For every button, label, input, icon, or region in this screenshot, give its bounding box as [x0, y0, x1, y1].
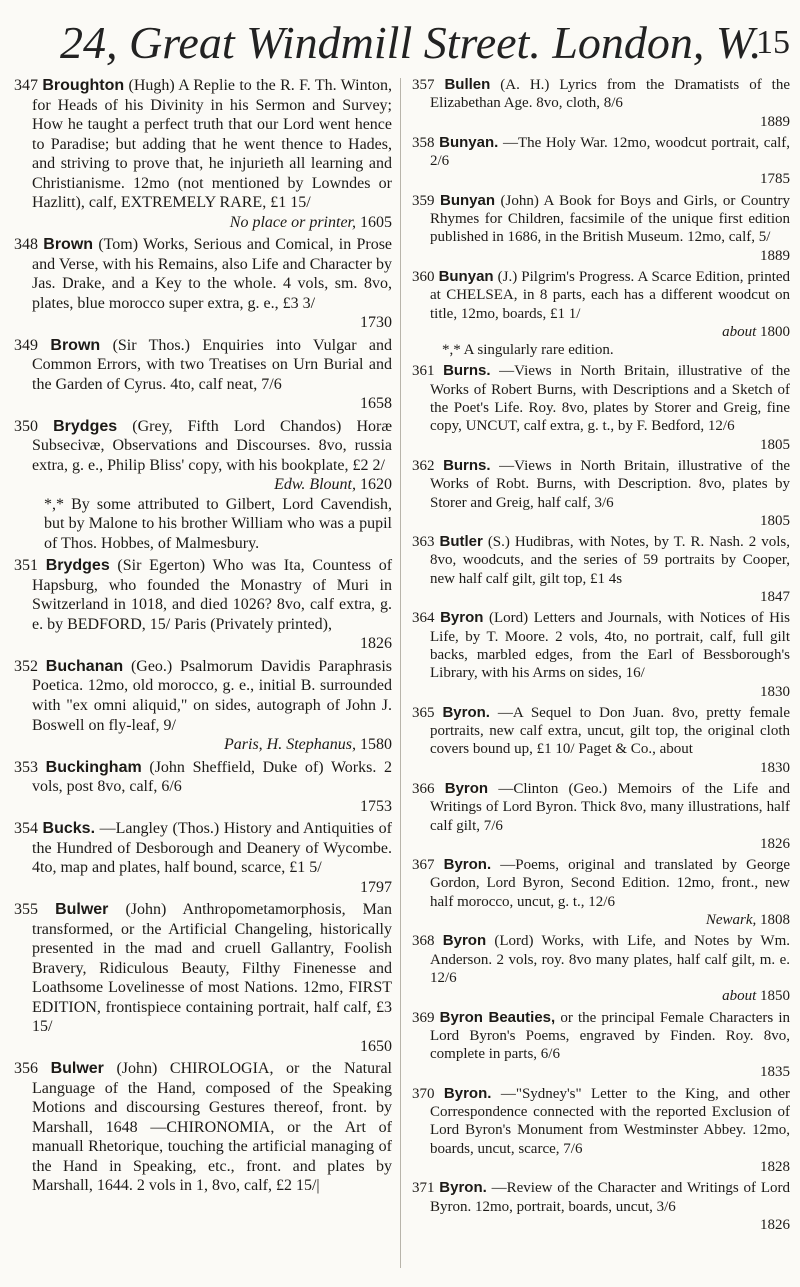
entry-heading: Bunyan — [440, 191, 496, 209]
entry-number: 359 — [412, 192, 435, 209]
entry-year: 1808 — [760, 912, 790, 929]
catalogue-entry — [412, 268, 790, 359]
entry-heading: Buckingham — [45, 758, 142, 776]
catalogue-entry — [412, 856, 790, 929]
entry-publisher: No place or printer, — [229, 213, 356, 231]
catalogue-entry — [14, 336, 392, 414]
entry-number: 370 — [412, 1085, 435, 1102]
entry-description: —A Sequel to Don Juan. 8vo, pretty female portraits, new calf extra, uncut, gilt top, the original cloth covers bound up, £1 10/ Paget & Co., about — [430, 704, 791, 758]
entry-year: 1826 — [360, 635, 392, 653]
entry-number: 352 — [14, 657, 38, 675]
entry-heading: Byron. — [443, 1084, 492, 1102]
entry-imprint — [32, 1037, 392, 1057]
entry-description: —Review of the Character and Writings of Lord Byron. 12mo, portrait, boards, uncut, 3/6 — [430, 1180, 791, 1215]
entry-imprint — [430, 588, 790, 606]
entry-publisher: Newark, — [705, 912, 757, 929]
catalogue-entry — [412, 932, 790, 1005]
entry-year: 1830 — [760, 759, 790, 776]
entry-description: (Sir Thos.) Enquiries into Vulgar and Common Errors, with two Treatises on Urn Burial and the Garden of Cyrus. 4to, calf neat, 7/6 — [32, 336, 393, 393]
entry-note: *,* By some attributed to Gilbert, Lord Cavendish, but by Malone to his brother William who was a pupil of Thos. Hobbes, of Malmesbury. — [44, 495, 392, 552]
entry-number: 365 — [412, 704, 435, 721]
entry-imprint — [430, 1158, 790, 1176]
entry-imprint — [430, 113, 790, 131]
entry-year: 1753 — [360, 797, 392, 815]
entry-description: (Hugh) A Replie to the R. F. Th. Winton, for Heads of his Divinity in his Sermon and Survey; How he taught a perfect truth that our Lord went hence to Paradise; but adding that he went thence to Hades, and striving to prove that, he injurieth all learning and Christianisme. 12mo (not mentioned by Lowndes or Hazlitt), calf, EXTREMELY RARE, £1 15/ — [32, 77, 393, 212]
entry-year: 1847 — [760, 589, 790, 606]
entry-number: 353 — [14, 758, 38, 776]
entry-year: 1850 — [760, 988, 790, 1005]
catalogue-entry — [412, 1085, 790, 1176]
entry-year: 1835 — [760, 1064, 790, 1081]
entry-year: 1620 — [360, 476, 392, 494]
entry-heading: Byron. — [443, 856, 492, 874]
entry-imprint — [430, 323, 790, 341]
entry-year: 1830 — [760, 683, 790, 700]
entry-description: —Langley (Thos.) History and Antiquities of the Hundred of Desborough and Deanery of Wycombe. 4to, map and plates, half bound, scarce, £1 5/ — [32, 820, 393, 877]
entry-imprint — [32, 313, 392, 333]
entry-number: 357 — [412, 77, 435, 93]
catalogue-entry — [412, 704, 790, 777]
entry-imprint — [430, 512, 790, 530]
entry-number: 371 — [412, 1180, 435, 1197]
entry-imprint — [32, 797, 392, 817]
entry-number: 349 — [14, 336, 38, 354]
entry-heading: Brown — [43, 236, 94, 254]
catalogue-entry — [14, 556, 392, 654]
entry-year: 1650 — [360, 1037, 392, 1055]
entry-year: 1826 — [760, 835, 790, 852]
running-head-title: 24, Great Windmill Street. London, W. — [60, 17, 762, 68]
entry-heading: Byron Beauties, — [439, 1008, 556, 1026]
entry-publisher: about — [722, 323, 757, 340]
entry-number: 355 — [14, 901, 38, 919]
catalogue-entry — [412, 533, 790, 606]
catalogue-entry — [412, 76, 790, 131]
entry-imprint — [430, 1216, 790, 1234]
entry-year: 1800 — [760, 323, 790, 340]
entry-heading: Burns. — [443, 362, 491, 380]
entry-heading: Byron. — [439, 1179, 487, 1197]
entry-description: or the principal Female Characters in Lord Byron's Poems, engraved by Finden. Roy. 8vo, complete in parts, 6/6 — [430, 1009, 791, 1063]
entry-number: 369 — [412, 1009, 435, 1026]
entry-number: 348 — [14, 236, 38, 254]
entry-number: 361 — [412, 363, 435, 380]
entry-heading: Byron — [440, 609, 484, 627]
entry-description: (Geo.) Psalmorum Davidis Paraphrasis Poetica. 12mo, old morocco, g. e., initial B. surrounded with "ex omni aliquid," on sides, autograph of John J. Boswell on fly-leaf, 9/ — [32, 657, 393, 734]
entry-description: (John) Anthropometamorphosis, Man transformed, or the Artificial Changeling, historically presented in the mad and cruell Gallantry, Foolish Bravery, Ridiculous Beauty, Filthy Finenesse and Loathsome Lovelinesse of most Nations. 12mo, FIRST EDITION, frontispiece containing portrait, half calf, £3 15/ — [32, 901, 393, 1036]
entry-imprint — [430, 247, 790, 265]
right-column — [412, 76, 790, 1237]
catalogue-entry — [412, 1009, 790, 1082]
entry-heading: Byron. — [442, 703, 490, 721]
entry-imprint — [430, 835, 790, 853]
entry-imprint — [32, 213, 392, 233]
entry-heading: Burns. — [443, 456, 491, 474]
entry-description: (J.) Pilgrim's Progress. A Scarce Edition, printed at CHELSEA, in 8 parts, each has a different woodcut on title, 12mo, boards, £1 1/ — [430, 268, 791, 322]
entry-description: (A. H.) Lyrics from the Dramatists of the Elizabethan Age. 8vo, cloth, 8/6 — [430, 77, 790, 112]
catalogue-entry — [14, 76, 392, 232]
catalogue-entry — [14, 900, 392, 1056]
entry-heading: Butler — [439, 533, 483, 551]
entry-year: 1889 — [760, 113, 790, 130]
catalogue-entry — [14, 657, 392, 755]
entry-imprint — [32, 878, 392, 898]
page-number: 15 — [756, 24, 790, 61]
entry-description: —Poems, original and translated by George Gordon, Lord Byron, Second Edition. 12mo, front., new half morocco, uncut, g. t., 12/6 — [430, 857, 791, 910]
entry-heading: Brydges — [53, 417, 118, 435]
entry-description: —Views in North Britain, illustrative of the Works of Robert Burns, with Descriptions and a Sketch of the Poet's Life. Roy. 8vo, plates by Storer and Greig, fine copy, UNCUT, calf extra, g. t., by F. Bedford, 12/6 — [430, 363, 790, 435]
column-divider — [400, 78, 401, 1268]
entry-description: (Lord) Works, with Life, and Notes by Wm. Anderson. 2 vols, roy. 8vo many plates, half calf gilt, m. e. 12/6 — [430, 933, 790, 986]
entry-description: (John) CHIROLOGIA, or the Natural Language of the Hand, composed of the Speaking Motions and discoursing Gestures thereof, front. by Marshall, 1648 —CHIRONOMIA, or the Art of manuall Rhetorique, touching the artificial managing of the Hand in Speaking, etc., front. and plates by Marshall, 1644. 2 vols in 1, 8vo, calf, £2 15/| — [32, 1060, 392, 1195]
entry-imprint — [430, 911, 790, 929]
entry-imprint — [430, 436, 790, 454]
catalogue-entry — [14, 417, 392, 554]
entry-number: 356 — [14, 1060, 38, 1078]
entry-year: 1605 — [360, 213, 392, 231]
entry-heading: Brydges — [45, 557, 110, 575]
entry-heading: Byron — [442, 932, 487, 950]
catalogue-entry — [412, 362, 790, 453]
entry-heading: Byron — [444, 779, 489, 797]
catalogue-entry — [412, 1179, 790, 1234]
entry-description: (John) A Book for Boys and Girls, or Country Rhymes for Children, facsimile of the unique first edition published in 1686, in the British Museum. 12mo, calf, 5/ — [430, 192, 791, 246]
entry-description: (S.) Hudibras, with Notes, by T. R. Nash. 2 vols, 8vo, woodcuts, and the series of 59 portraits by Cooper, new half calf gilt, gilt top, £1 4s — [430, 534, 790, 587]
entry-imprint — [430, 1063, 790, 1081]
catalogue-entry — [412, 134, 790, 189]
entry-heading: Bunyan. — [439, 133, 499, 151]
catalogue-entry — [412, 457, 790, 530]
entry-publisher: Edw. Blount, — [274, 476, 356, 494]
entry-heading: Bulwer — [55, 901, 109, 919]
entry-description: —Clinton (Geo.) Memoirs of the Life and Writings of Lord Byron. Thick 8vo, many illustrations, half calf gilt, 7/6 — [430, 780, 791, 834]
entry-imprint — [32, 735, 392, 755]
entry-number: 367 — [412, 857, 435, 874]
entry-description: —Views in North Britain, illustrative of the Works of Robt. Burns, with Description. 8vo, plates by Storer and Greig, half calf, 3/6 — [430, 457, 790, 511]
catalogue-entry — [14, 758, 392, 817]
entry-heading: Bulwer — [50, 1060, 104, 1078]
entry-year: 1826 — [760, 1216, 790, 1233]
entry-description: —"Sydney's" Letter to the King, and other Correspondence connected with the reported Exclusion of Lord Byron's Monument from Westminster Abbey. 12mo, boards, uncut, scarce, 7/6 — [430, 1085, 791, 1157]
entry-heading: Bunyan — [438, 267, 494, 285]
entry-imprint — [430, 987, 790, 1005]
entry-imprint — [430, 759, 790, 777]
entry-publisher: about — [722, 988, 757, 1005]
entry-year: 1805 — [760, 512, 790, 529]
entry-year: 1658 — [360, 395, 392, 413]
entry-imprint — [430, 170, 790, 188]
entry-number: 351 — [14, 557, 38, 575]
entry-number: 358 — [412, 134, 435, 151]
entry-imprint — [32, 394, 392, 414]
entry-number: 366 — [412, 780, 435, 797]
entry-heading: Broughton — [42, 77, 125, 94]
entry-number: 347 — [14, 77, 38, 94]
catalogue-entry — [14, 235, 392, 333]
entry-year: 1785 — [760, 171, 790, 188]
entry-description: —The Holy War. 12mo, woodcut portrait, calf, 2/6 — [430, 134, 791, 170]
entry-year: 1730 — [360, 314, 392, 332]
entry-year: 1889 — [760, 247, 790, 264]
entry-note: *,* A singularly rare edition. — [442, 342, 614, 359]
catalogue-entry — [14, 819, 392, 897]
entry-description: (Tom) Works, Serious and Comical, in Prose and Verse, with his Remains, also Life and Character by Jas. Drake, and a Key to the whole. 4 vols, sm. 8vo, plates, blue morocco super extra, g. e., £3 3/ — [32, 236, 393, 312]
entry-heading: Bullen — [444, 76, 491, 93]
entry-number: 363 — [412, 534, 435, 551]
entry-year: 1580 — [360, 736, 392, 754]
entry-heading: Brown — [50, 336, 101, 354]
entry-year: 1805 — [760, 436, 790, 453]
entry-heading: Buchanan — [45, 657, 124, 675]
entry-imprint — [32, 634, 392, 654]
entry-number: 360 — [412, 268, 435, 285]
running-head — [60, 14, 790, 72]
entry-imprint — [32, 475, 392, 495]
entry-description: (Lord) Letters and Journals, with Notices of His Life, by T. Moore. 2 vols, 4to, no portrait, calf, full gilt backs, marbled edges, from the Earl of Bessborough's Library, with his Arms on sides, 16/ — [430, 610, 791, 682]
entry-number: 364 — [412, 610, 435, 627]
entry-number: 368 — [412, 933, 435, 950]
entry-imprint — [430, 683, 790, 701]
entry-year: 1797 — [360, 878, 392, 896]
entry-heading: Bucks. — [42, 820, 96, 838]
entry-year: 1828 — [760, 1158, 790, 1175]
catalogue-entry — [412, 609, 790, 700]
catalogue-entry — [412, 780, 790, 853]
catalogue-entry — [412, 192, 790, 265]
entry-publisher: Paris, H. Stephanus, — [224, 736, 356, 754]
entry-number: 354 — [14, 820, 38, 838]
entry-description: (Grey, Fifth Lord Chandos) Horæ Subsecivæ, Observations and Discourses. 8vo, russia extra, g. e., Philip Bliss' copy, with his bookplate, £2 2/ — [32, 417, 393, 474]
left-column — [14, 76, 392, 1199]
entry-description: (Sir Egerton) Who was Ita, Countess of Hapsburg, who founded the Monastry of Muri in Switzerland in 1018, and died 1026? 8vo, calf extra, g. e. by BEDFORD, 15/ Paris (Privately printed), — [32, 557, 393, 633]
entry-number: 350 — [14, 417, 38, 435]
catalogue-entry — [14, 1059, 392, 1196]
entry-description: (John Sheffield, Duke of) Works. 2 vols, post 8vo, calf, 6/6 — [32, 758, 393, 796]
entry-number: 362 — [412, 457, 435, 474]
